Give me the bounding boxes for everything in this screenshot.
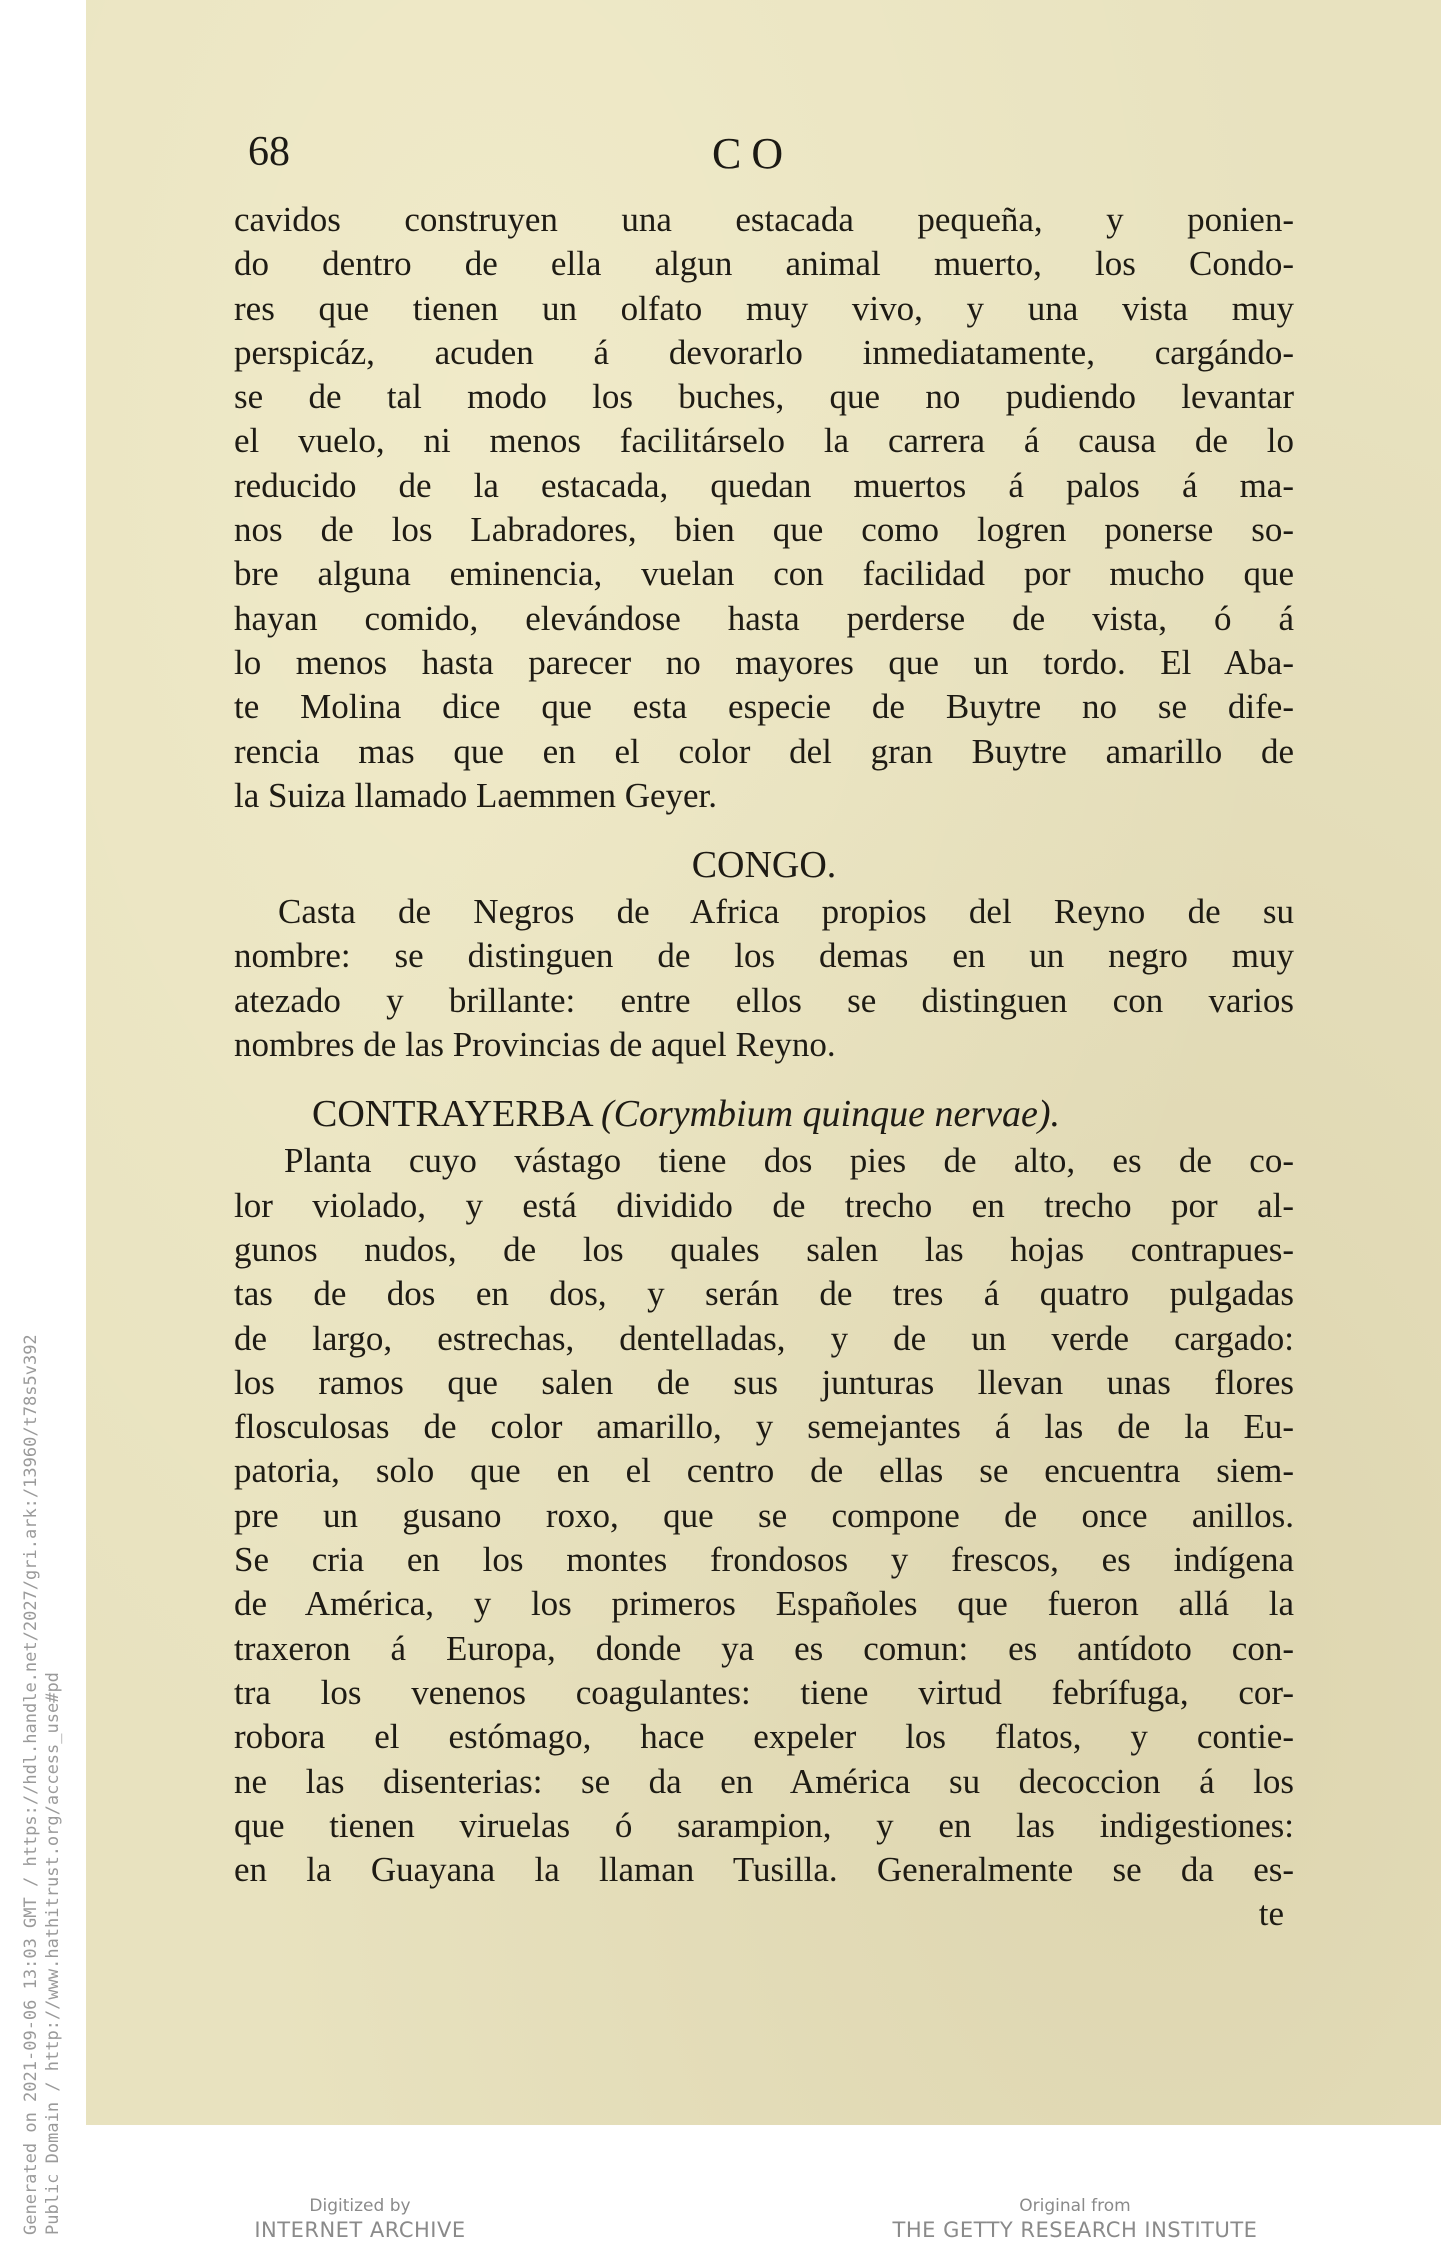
paragraph-condor: [234, 198, 1294, 818]
text-line: de América, y los primeros Españoles que fueron allá la: [234, 1584, 1294, 1624]
paragraph-contrayerba: [234, 1139, 1294, 1892]
footer: [0, 2196, 1441, 2255]
stamp-public-domain-line: Public Domain / http://www.hathitrust.org/access_use#pd: [43, 1672, 63, 2235]
text-line: patoria, solo que en el centro de ellas se encuentra siem-: [234, 1451, 1294, 1491]
original-from-label: Original from: [1019, 2196, 1131, 2216]
text-line: nos de los Labradores, bien que como logren ponerse so-: [234, 510, 1294, 550]
digitizer-credit: [240, 2196, 480, 2242]
text-line: Casta de Negros de Africa propios del Reyno de su: [278, 892, 1294, 932]
text-line: lor violado, y está dividido de trecho en trecho por al-: [234, 1185, 1294, 1225]
page-header: [248, 128, 1348, 188]
internet-archive-name: INTERNET ARCHIVE: [254, 2218, 466, 2242]
original-source-credit: [880, 2196, 1270, 2242]
text-line: reducido de la estacada, quedan muertos á palos á ma-: [234, 465, 1294, 505]
text-line: los ramos que salen de sus junturas llevan unas flores: [234, 1362, 1294, 1402]
text-line: en la Guayana la llaman Tusilla. Generalmente se da es-: [234, 1850, 1294, 1890]
text-line: ne las disenterias: se da en América su decoccion á los: [234, 1761, 1294, 1801]
text-line: Planta cuyo vástago tiene dos pies de alto, es de co-: [284, 1141, 1294, 1181]
getty-institute-name: THE GETTY RESEARCH INSTITUTE: [892, 2218, 1258, 2242]
page-number: 68: [248, 129, 290, 175]
running-head: CO: [712, 129, 794, 178]
text-line: se de tal modo los buches, que no pudiendo levantar: [234, 377, 1294, 417]
entry-latin-name: (Corymbium quinque nervae).: [600, 1093, 1060, 1136]
side-stamp: [0, 0, 63, 2255]
text-line: bre alguna eminencia, vuelan con facilidad por mucho que: [234, 554, 1294, 594]
text-line: el vuelo, ni menos facilitárselo la carrera á causa de lo: [234, 421, 1294, 461]
stamp-generated-line: Generated on 2021-09-06 13:03 GMT / https://hdl.handle.net/2027/gri.ark:/13960/t78s5v392: [21, 1334, 41, 2235]
digitized-by-label: Digitized by: [309, 2196, 411, 2216]
text-line: res que tienen un olfato muy vivo, y una vista muy: [234, 288, 1294, 328]
text-line: perspicáz, acuden á devorarlo inmediatamente, cargándo-: [234, 332, 1294, 372]
text-line: nombre: se distinguen de los demas en un negro muy: [234, 936, 1294, 976]
paragraph-congo: [234, 890, 1294, 1067]
text-line: tra los venenos coagulantes: tiene virtud febrífuga, cor-: [234, 1672, 1294, 1712]
text-line: cavidos construyen una estacada pequeña, y ponien-: [234, 200, 1294, 239]
text-line: tas de dos en dos, y serán de tres á quatro pulgadas: [234, 1274, 1294, 1314]
text-line: la Suiza llamado Laemmen Geyer.: [234, 775, 718, 815]
text-line: pre un gusano roxo, que se compone de once anillos.: [234, 1495, 1294, 1535]
text-line: que tienen viruelas ó sarampion, y en las indigestiones:: [234, 1805, 1294, 1845]
text-line: traxeron á Europa, donde ya es comun: es antídoto con-: [234, 1628, 1294, 1668]
text-line: nombres de las Provincias de aquel Reyno.: [234, 1025, 836, 1065]
text-line: rencia mas que en el color del gran Buytre amarillo de: [234, 731, 1294, 771]
page-text: [234, 198, 1294, 1937]
text-line: te Molina dice que esta especie de Buytre no se dife-: [234, 687, 1294, 727]
text-line: hayan comido, elevándose hasta perderse de vista, ó á: [234, 598, 1294, 638]
text-line: gunos nudos, de los quales salen las hojas contrapues-: [234, 1229, 1294, 1269]
text-line: Se cria en los montes frondosos y frescos, es indígena: [234, 1540, 1294, 1580]
text-line: atezado y brillante: entre ellos se distinguen con varios: [234, 980, 1294, 1020]
text-line: lo menos hasta parecer no mayores que un tordo. El Aba-: [234, 642, 1294, 682]
text-line: do dentro de ella algun animal muerto, los Condo-: [234, 244, 1294, 284]
text-line: robora el estómago, hace expeler los flatos, y contie-: [234, 1717, 1294, 1757]
entry-heading-contrayerba: [234, 1089, 1294, 1139]
text-line: flosculosas de color amarillo, y semejantes á las de la Eu-: [234, 1407, 1294, 1447]
entry-term: CONTRAYERBA: [312, 1093, 592, 1136]
entry-heading-congo: CONGO.: [691, 844, 837, 887]
catchword: te: [1258, 1894, 1284, 1934]
text-line: de largo, estrechas, dentelladas, y de un verde cargado:: [234, 1318, 1294, 1358]
